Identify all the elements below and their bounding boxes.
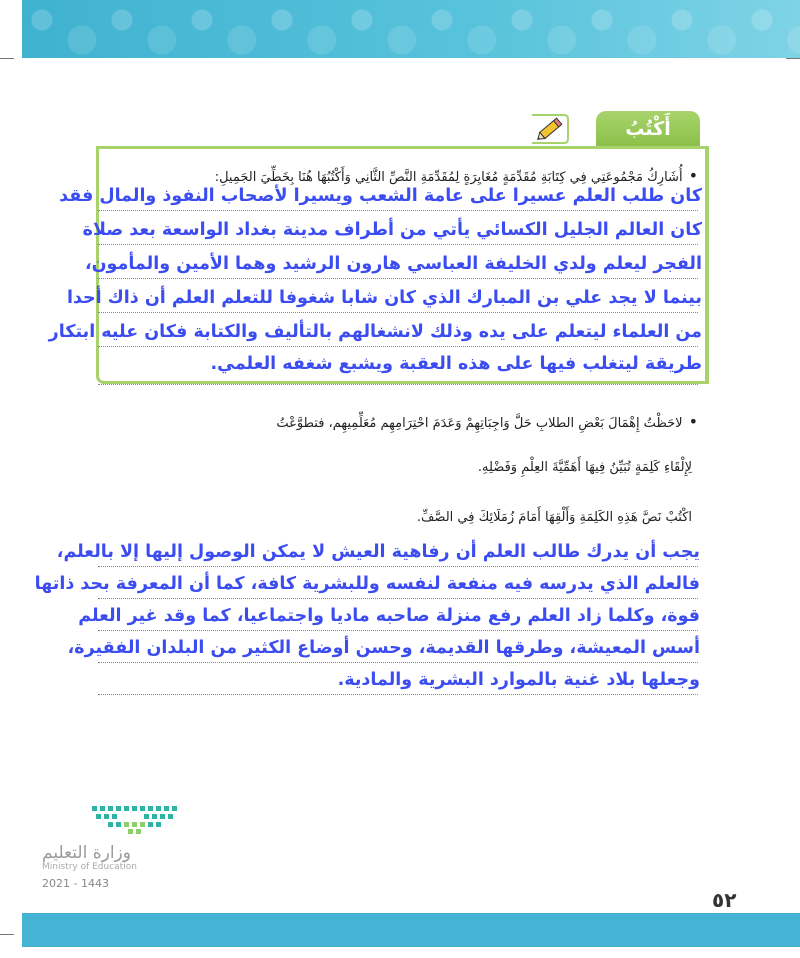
answer-line: الفجر ليعلم ولدي الخليفة العباسي هارون الرشيد وهما الأمين والمأمون، xyxy=(84,254,702,274)
pencil-icon xyxy=(528,112,572,146)
section2-prompt-line3: اكْتُبْ نَصَّ هَذِهِ الكَلِمَةِ وَأَلْقِهَا أَمَامَ زُمَلَائِكَ فِي الصَّفِّ. xyxy=(416,510,692,525)
crop-mark xyxy=(0,934,14,935)
bottom-margin xyxy=(0,947,800,958)
answer-line: من العلماء ليتعلم على يده وذلك لانشغالهم بالتأليف والكتابة فكان عليه ابتكار xyxy=(48,322,702,342)
bottom-decorative-band xyxy=(22,913,800,947)
dotted-line xyxy=(98,384,698,385)
answer-line: أسس المعيشة، وطرقها القديمة، وحسن أوضاع الكثير من البلدان الفقيرة، xyxy=(67,638,700,658)
answer-line: يجب أن يدرك طالب العلم أن رفاهية العيش لا يمكن الوصول إليها إلا بالعلم، xyxy=(56,542,700,562)
ministry-logo-icon xyxy=(86,802,182,836)
dotted-line xyxy=(98,598,698,599)
section2-prompt-line1: •لاحَظْتُ إِهْمَالَ بَعْضِ الطلابِ حَلَّ وَاجِبَاتِهِمْ وَعَدَمَ احْتِرَامِهِم مُعَلِّمِيهِم، فتطوَّعْتُ xyxy=(276,412,698,431)
section1-prompt: •أُشَارِكُ مَجْمُوعَتِي فِي كِتَابَةِ مُقَدِّمَةٍ مُغَايِرَةٍ لِمُقَدِّمَةِ النَّصِّ الثَّانِي وَأَكْتُبُهَا هُنَا بِخَطِّيَ الجَمِيلِ: xyxy=(214,166,698,185)
answer-line: وجعلها بلاد غنية بالموارد البشرية والمادية. xyxy=(337,670,700,690)
section2-prompt-line2: لِإِلْقَاءِ كَلِمَةٍ تُبَيِّنُ فِيهَا أَهَمِّيَّةَ العِلْمِ وَفَضْلِهِ. xyxy=(477,460,692,475)
edition-year: 2021 - 1443 xyxy=(42,877,109,890)
crop-mark xyxy=(0,58,14,59)
answer-line: كان العالم الجليل الكسائي يأتي من أطراف مدينة بغداد الواسعة بعد صلاة xyxy=(82,220,702,240)
dotted-line xyxy=(98,694,698,695)
dotted-line xyxy=(98,278,698,279)
answer-line: كان طلب العلم عسيرا على عامة الشعب ويسيرا لأصحاب النفوذ والمال فقد xyxy=(59,186,702,206)
dotted-line xyxy=(98,566,698,567)
ministry-name-ar: وزارة التعليم xyxy=(42,843,131,863)
top-decorative-band xyxy=(22,0,800,58)
section-tab-write xyxy=(596,111,700,147)
dotted-line xyxy=(98,244,698,245)
answer-line: طريقة ليتغلب فيها على هذه العقبة ويشبع شغفه العلمي. xyxy=(210,354,702,374)
crop-mark xyxy=(786,58,800,59)
dotted-line xyxy=(98,312,698,313)
page-number: ٥٢ xyxy=(712,888,737,912)
dotted-line xyxy=(98,346,698,347)
ministry-name-en: Ministry of Education xyxy=(42,862,137,872)
dotted-line xyxy=(98,630,698,631)
dotted-line xyxy=(98,662,698,663)
answer-line: بينما لا يجد علي بن المبارك الذي كان شابا شغوفا للتعلم العلم أن ذاك أحدا xyxy=(66,288,702,308)
tab-label: أَكْتُبُ xyxy=(625,118,671,140)
answer-line: فالعلم الذي يدرسه فيه منفعة لنفسه وللبشرية كافة، كما أن المعرفة بحد ذاتها xyxy=(34,574,700,594)
answer-line: قوة، وكلما زاد العلم رفع منزلة صاحبه ماديا واجتماعيا، كما وقد غير العلم xyxy=(78,606,700,626)
dotted-line xyxy=(98,210,698,211)
